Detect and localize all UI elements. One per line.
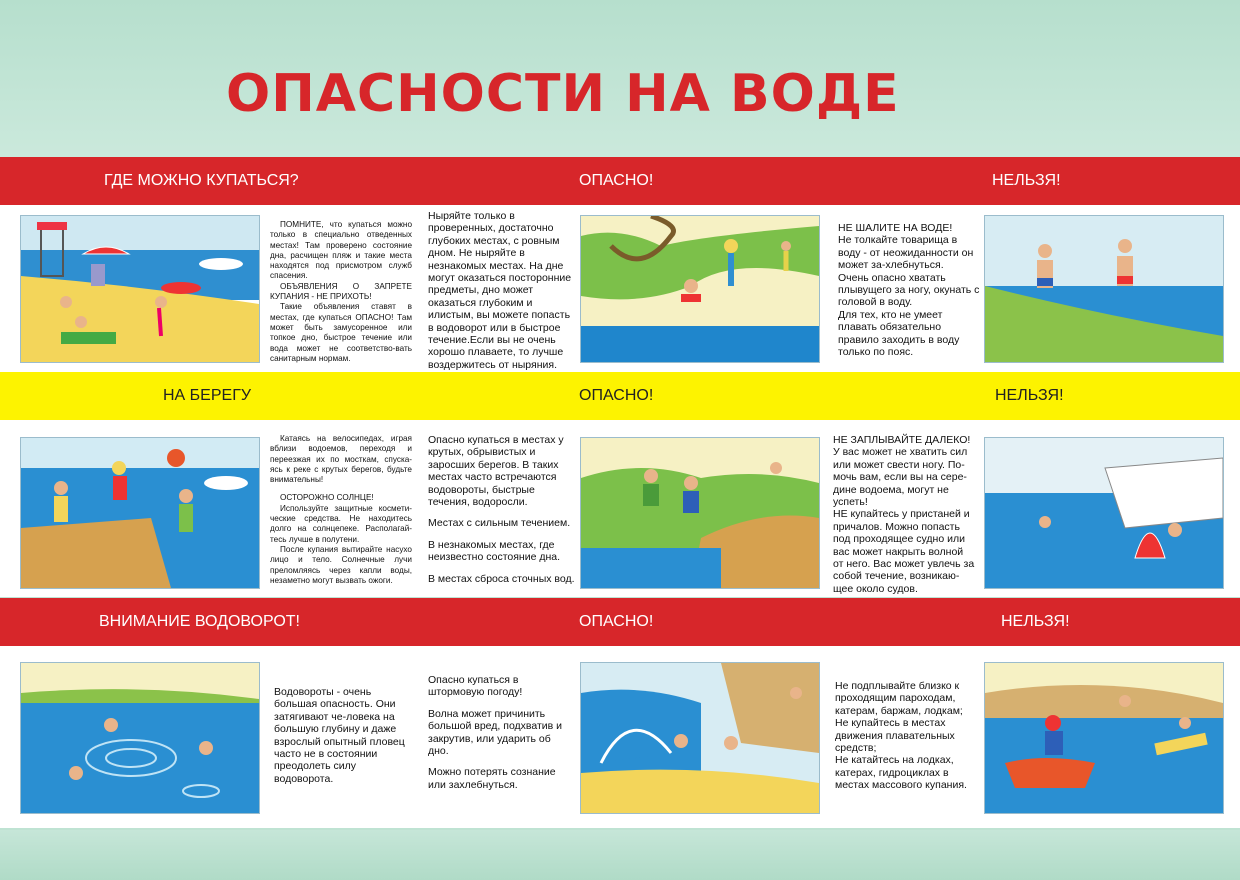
section-3-text-2-p3: Можно потерять сознание или захлебнуться. xyxy=(428,766,556,791)
section-2-text-1-p2: ОСТОРОЖНО СОЛНЦЕ! xyxy=(280,493,374,503)
section-1-text-1-p3: Такие объявления ставят в местах, где купаться ОПАСНО! Там может быть замусоренное или топкое дно, быстрое течение или вода может не соответство-вать санитарным нормам. xyxy=(270,302,412,363)
ship-illustration xyxy=(984,437,1224,589)
section-3-text-2 xyxy=(428,674,574,791)
section-3-text-2-p1: Опасно купаться в штормовую погоду! xyxy=(428,674,523,699)
section-3-mid-heading: ОПАСНО! xyxy=(579,613,654,630)
section-1-header xyxy=(0,157,1240,205)
section-2-left-heading: НА БЕРЕГУ xyxy=(163,387,252,404)
section-1-text-2 xyxy=(428,210,574,371)
section-1-text-3-p2: Не толкайте товарища в воду - от неожиданности он может за-хлебнуться. xyxy=(838,234,974,272)
section-1-text-3-p3: Очень опасно хватать плывущего за ногу, окунать с головой в воду. xyxy=(838,271,980,309)
section-1-text-1 xyxy=(270,220,412,364)
section-2-text-2 xyxy=(428,434,578,585)
section-3-text-3-p1: Не подплывайте близко к проходящим пароходам, катерам, баржам, лодкам; xyxy=(835,680,963,717)
section-3-text-2-p2: Волна может причинить большой вред, подхватив и закрутив, или ударить об дно. xyxy=(428,707,563,758)
diving-illustration xyxy=(580,215,820,363)
section-2-text-1 xyxy=(270,434,412,586)
section-3-header xyxy=(0,598,1240,646)
section-1-text-1-p2: ОБЪЯВЛЕНИЯ О ЗАПРЕТЕ КУПАНИЯ - НЕ ПРИХОТЬ! xyxy=(270,281,412,302)
section-3-text-3 xyxy=(835,680,977,792)
steep-bank-illustration xyxy=(580,437,820,589)
section-2-header xyxy=(0,372,1240,420)
shore-play-illustration xyxy=(20,437,260,589)
section-2-text-2-p1: Опасно купаться в местах у крутых, обрывистых и заросших берегов. В таких местах часто встречаются водовороты, быстрые течения, водоросли. xyxy=(428,434,564,509)
section-2-right-heading: НЕЛЬЗЯ! xyxy=(995,387,1064,404)
section-2-text-1-p4: После купания вытирайте насухо лицо и тело. Солнечные лучи преломляясь через капли воды, незаметно могут вызвать ожоги. xyxy=(270,544,412,585)
storm-illustration xyxy=(580,662,820,814)
jet-ski-illustration xyxy=(984,662,1224,814)
section-2-text-3-p1: НЕ ЗАПЛЫВАЙТЕ ДАЛЕКО! xyxy=(833,434,971,446)
section-1-right-heading: НЕЛЬЗЯ! xyxy=(992,172,1061,189)
section-2-text-3 xyxy=(833,434,975,595)
section-1-text-2-p1: Ныряйте только в проверенных, достаточно глубоких местах, с ровным дном. Не ныряйте в незнакомых местах. На дне могут оказаться посторонние предметы, дно может оказаться глубоким и илистым, вы можете попасть в водоворот или в быстрое течение.Если вы не очень хорошо плаваете, то лучше воздержитесь от ныряния. xyxy=(428,210,572,371)
section-1-text-3-p4: Для тех, кто не умеет плавать обязательно правило заходить в воду только по пояс. xyxy=(838,308,960,359)
bottom-background xyxy=(0,830,1240,880)
section-2-mid-heading: ОПАСНО! xyxy=(579,387,654,404)
section-1-left-heading: ГДЕ МОЖНО КУПАТЬСЯ? xyxy=(104,172,299,189)
section-2-text-2-p4: В местах сброса сточных вод. xyxy=(428,572,575,585)
section-1-text-3 xyxy=(838,222,980,358)
section-3-text-3-p2: Не купайтесь в местах движения плавательных средств; xyxy=(835,717,955,755)
section-2-text-2-p2: Местах с сильным течением. xyxy=(428,517,571,530)
section-2-text-2-p3: В незнакомых местах, где неизвестно состояние дна. xyxy=(428,538,561,564)
section-2-text-1-p3: Используйте защитные космети-ческие средства. Не находитесь долго на солнцепеке. Располагай-тесь лучше в полутени. xyxy=(270,503,412,544)
section-1-mid-heading: ОПАСНО! xyxy=(579,172,654,189)
section-2-text-3-p3: НЕ купайтесь у пристаней и причалов. Можно попасть под проходящее судно или вас может накрыть волной от него. Вас может увлечь за собой течение, возникаю-щее около судов. xyxy=(833,508,975,595)
section-3-right-heading: НЕЛЬЗЯ! xyxy=(1001,613,1070,630)
section-2-text-3-p2: У вас может не хватить сил или может свести ногу. По-мочь вам, если вы на сере-дине водоема, могут не успеть! xyxy=(833,446,968,509)
pushing-illustration xyxy=(984,215,1224,363)
section-3-left-heading: ВНИМАНИЕ ВОДОВОРОТ! xyxy=(99,613,300,630)
whirlpool-illustration xyxy=(20,662,260,814)
section-3-text-1-p1: Водовороты - очень большая опасность. Они затягивают че-ловека на большую глубину и даже взрослый опытный пловец часто не в состоянии преодолеть силу водоворота. xyxy=(274,686,405,785)
section-3-text-3-p3: Не катайтесь на лодках, катерах, гидроциклах в местах массового купания. xyxy=(835,754,967,792)
beach-illustration xyxy=(20,215,260,363)
section-3-text-1 xyxy=(274,686,414,785)
section-1-text-1-p1: ПОМНИТЕ, что купаться можно только в специально отведенных местах! Там проверено состояние дна, расчищен пляж и такие места находятся под присмотром служб спасения. xyxy=(270,220,412,281)
section-1-text-3-p1: НЕ ШАЛИТЕ НА ВОДЕ! xyxy=(838,222,953,234)
poster-title: ОПАСНОСТИ НА ВОДЕ xyxy=(226,64,900,124)
section-2-text-1-p1: Катаясь на велосипедах, играя вблизи водоемов, переходя и переезжая их по мосткам, спуска-ясь к реке с крутых берегов, будьте внимательны! xyxy=(270,434,412,485)
